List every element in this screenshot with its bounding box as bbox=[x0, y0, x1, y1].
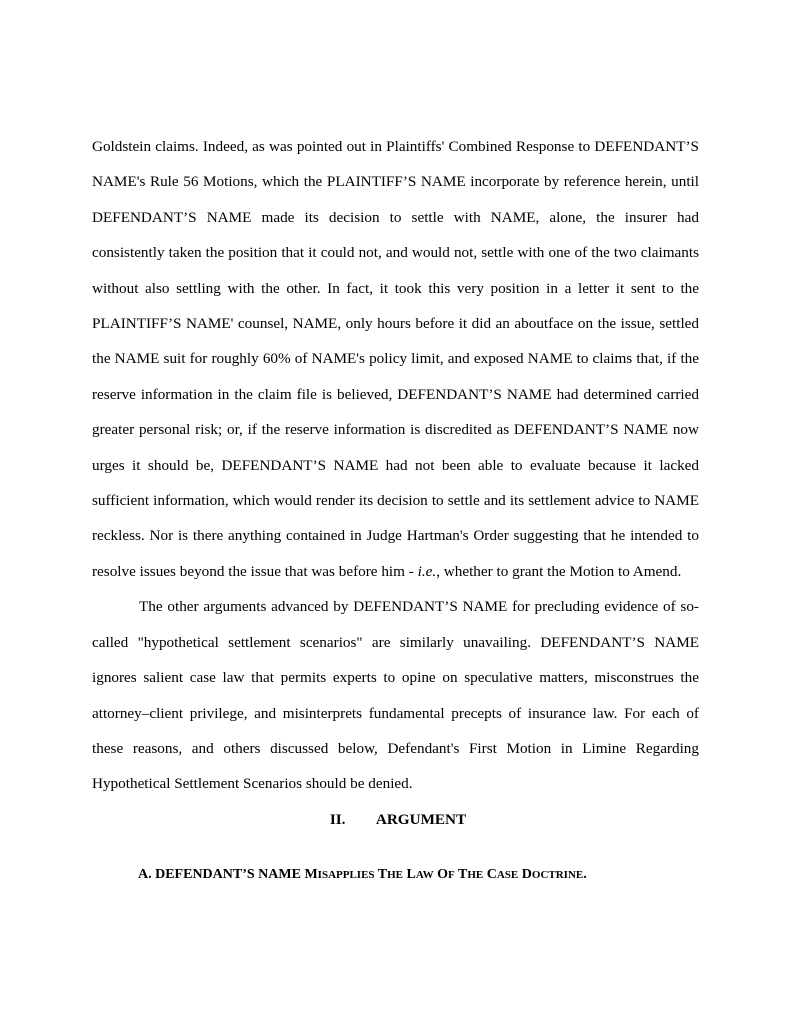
subheading bbox=[92, 857, 699, 893]
subheading-word: DOCTRINE bbox=[521, 867, 584, 883]
subheading-word: THE bbox=[377, 867, 404, 883]
subheading-word: LAW bbox=[406, 867, 434, 883]
paragraph-1-tail: , whether to grant the Motion to Amend. bbox=[436, 562, 682, 580]
subheading-word: OF bbox=[437, 867, 455, 883]
subheading-prefix: A. DEFENDANT’S NAME bbox=[138, 867, 305, 883]
document-page bbox=[92, 129, 699, 894]
paragraph-1 bbox=[92, 129, 699, 589]
subheading-word: MISAPPLIES bbox=[304, 867, 375, 883]
subheading-suffix: . bbox=[583, 867, 587, 883]
paragraph-2 bbox=[92, 589, 699, 801]
section-title: ARGUMENT bbox=[375, 810, 467, 828]
paragraph-1-text: Goldstein claims. Indeed, as was pointed out in Plaintiffs' Combined Response to DEFENDANT’S NAME's Rule 56 Motions, which the PLAINTIFF’S NAME incorporate by reference herein, until DEFENDANT’S NAME made its decision to settle with NAME, alone, the insurer had consistently taken the position that it could not, and would not, settle with one of the two claimants without also settling with the other. In fact, it took this very position in a letter it sent to the PLAINTIFF’S NAME' counsel, NAME, only hours before it did an aboutface on the issue, settled the NAME suit for roughly 60% of NAME's policy limit, and exposed NAME to claims that, if the reserve information in the claim file is believed, DEFENDANT’S NAME had determined carried greater personal risk; or, if the reserve information is discredited as DEFENDANT’S NAME now urges it should be, DEFENDANT’S NAME had not been able to evaluate because it lacked sufficient information, which would render its decision to settle and its settlement advice to NAME reckless. Nor is there anything contained in Judge Hartman's Order suggesting that he intended to resolve issues beyond the issue that was before him - bbox=[92, 138, 699, 580]
subheading-words bbox=[304, 867, 583, 882]
subheading-word: THE bbox=[457, 867, 484, 883]
subheading-word: CASE bbox=[486, 867, 519, 883]
paragraph-2-text: The other arguments advanced by DEFENDANT’S NAME for precluding evidence of so-called "hypothetical settlement scenarios" are similarly unavailing. DEFENDANT’S NAME ignores salient case law that permits experts to opine on speculative matters, misconstrues the attorney–client privilege, and misinterprets fundamental precepts of insurance law. For each of these reasons, and others discussed below, Defendant's First Motion in Limine Regarding Hypothetical Settlement Scenarios should be denied. bbox=[92, 598, 699, 793]
section-number: II. bbox=[329, 810, 346, 828]
paragraph-1-italic-ie: i.e. bbox=[417, 562, 437, 580]
section-heading bbox=[92, 802, 699, 837]
